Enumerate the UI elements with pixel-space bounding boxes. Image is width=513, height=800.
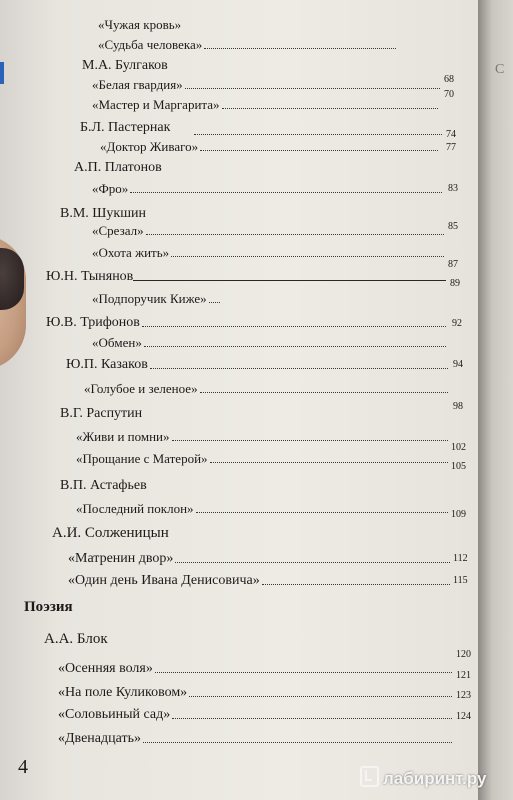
toc-author: В.П. Астафьев xyxy=(60,478,147,493)
toc-page-number: 121 xyxy=(456,670,471,681)
toc-page-number: 98 xyxy=(453,401,463,412)
toc-title: «Фро» xyxy=(92,180,444,196)
toc-title: «Соловьиный сад» xyxy=(58,706,454,722)
toc-title: «Подпоручик Киже» xyxy=(92,290,222,306)
toc-page-number: 102 xyxy=(451,442,466,453)
labirint-logo-icon xyxy=(360,766,379,787)
section-heading-poetry: Поэзия xyxy=(24,599,73,615)
toc-title: «На поле Куликовом» xyxy=(58,684,454,700)
toc-author-row: Ю.Н. Тынянов xyxy=(46,268,446,284)
toc-page-number: 109 xyxy=(451,509,466,520)
watermark-text: лабиринт.ру xyxy=(383,769,487,788)
toc-page-number: 115 xyxy=(453,575,468,586)
toc-author: А.А. Блок xyxy=(44,631,108,647)
toc-page-number: 124 xyxy=(456,711,471,722)
toc-title: «Чужая кровь» xyxy=(98,17,182,32)
toc-title: «Матренин двор» xyxy=(68,550,452,566)
toc-title: «Судьба человека» xyxy=(98,36,398,52)
facing-page-letter: С xyxy=(495,62,505,77)
toc-title: «Обмен» xyxy=(92,334,448,350)
toc-title: «Мастер и Маргарита» xyxy=(92,96,440,112)
toc-page-number: 120 xyxy=(456,649,471,660)
toc-title: «Белая гвардия» xyxy=(92,76,442,92)
toc-page-number: 74 xyxy=(446,129,456,140)
toc-author: М.А. Булгаков xyxy=(82,58,168,73)
toc-page-number: 87 xyxy=(448,259,458,270)
blue-edge-marker xyxy=(0,62,4,84)
toc-title: «Последний поклон» xyxy=(76,500,450,516)
toc-title: «Осенняя воля» xyxy=(58,660,454,676)
toc-author: А.И. Солженицын xyxy=(52,525,169,541)
toc-page-number: 112 xyxy=(453,553,468,564)
toc-page-number: 70 xyxy=(444,89,454,100)
toc-title: «Доктор Живаго» xyxy=(100,138,440,154)
toc-page-number: 83 xyxy=(448,183,458,194)
toc-page-number: 68 xyxy=(444,74,454,85)
toc-author-row: Ю.В. Трифонов xyxy=(46,314,448,330)
toc-page-number: 105 xyxy=(451,461,466,472)
toc-author: В.М. Шукшин xyxy=(60,206,146,221)
toc-title: «Один день Ивана Денисовича» xyxy=(68,572,452,588)
toc-page-number: 94 xyxy=(453,359,463,370)
toc-title: «Охота жить» xyxy=(92,244,446,260)
toc-leader xyxy=(192,122,444,138)
page-number: 4 xyxy=(18,756,28,778)
toc-page-number: 77 xyxy=(446,142,456,153)
toc-title: «Срезал» xyxy=(92,222,446,238)
toc-author-row: Ю.П. Казаков xyxy=(66,356,450,372)
toc-page-number: 92 xyxy=(452,318,462,329)
toc-title: «Голубое и зеленое» xyxy=(84,380,450,396)
toc-title: «Живи и помни» xyxy=(76,428,450,444)
toc-author: А.П. Платонов xyxy=(74,160,162,175)
watermark xyxy=(360,766,486,789)
toc-title: «Прощание с Матерой» xyxy=(76,450,450,466)
toc-author: В.Г. Распутин xyxy=(60,406,143,421)
toc-title: «Двенадцать» xyxy=(58,730,454,746)
facing-page-edge xyxy=(478,0,513,800)
toc-page-number: 123 xyxy=(456,690,471,701)
toc-author: Б.Л. Пастернак xyxy=(80,120,171,135)
toc-page-number: 89 xyxy=(450,278,460,289)
toc-page-number: 85 xyxy=(448,221,458,232)
